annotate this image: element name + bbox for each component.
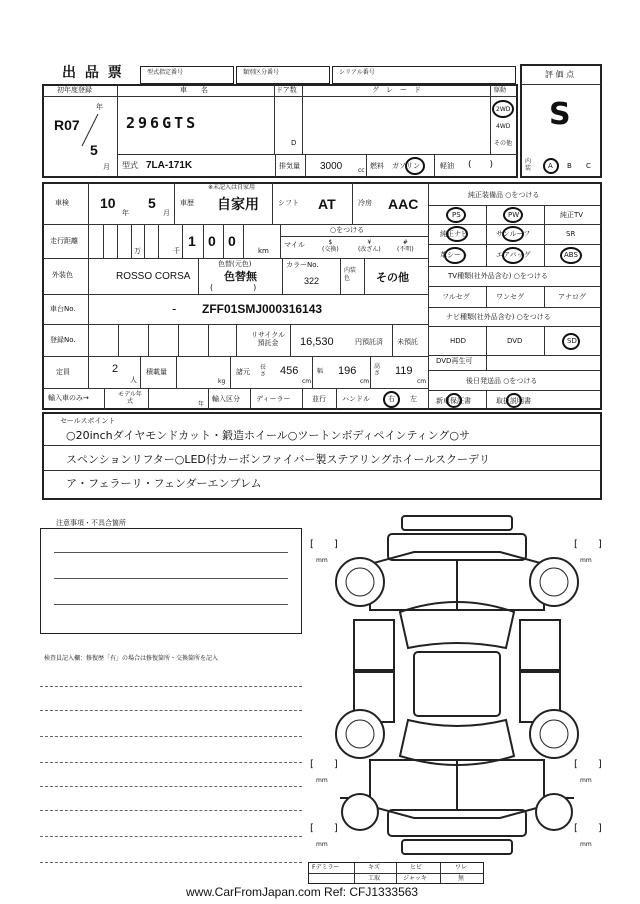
mileage-sen: 千 <box>173 247 180 255</box>
car-name-value: 296GTS <box>126 114 199 132</box>
load-label: 積載量 <box>146 368 167 376</box>
bracket-bottom-right: [ ] <box>574 759 602 770</box>
bracket-top-left: [ ] <box>310 539 338 550</box>
drive-2wd: 2WD <box>496 106 511 113</box>
usage-label: 車歴 <box>180 199 194 207</box>
model-label: 型式 <box>122 161 138 170</box>
import-label: 輸入車のみ→ <box>48 394 89 402</box>
model-value: 7LA-171K <box>146 160 193 171</box>
serial-number-label: シリアル番号 <box>339 69 375 76</box>
later-title: 後日発送品 ○をつける <box>466 377 538 385</box>
sales-line-2: スペンションリフター○LED付カーボンファイバー製ステアリングホイールスクーデリ <box>66 453 491 466</box>
navi-sd: SD <box>567 337 577 345</box>
width-unit: cm <box>360 378 370 385</box>
inspection-year-unit: 年 <box>122 209 129 217</box>
height-value: 119 <box>395 365 413 377</box>
equip-abs-circle <box>560 247 582 264</box>
vin-value: ZFF01SMJ000316143 <box>202 302 323 316</box>
tv-fullseg: フルセグ <box>442 293 470 301</box>
mileage-digit-2: 0 <box>208 233 216 249</box>
equip-pw: PW <box>508 211 520 219</box>
interior-a-circle <box>543 158 559 174</box>
ac-value: AAC <box>388 196 419 212</box>
interior-c: C <box>586 162 591 170</box>
equip-abs: ABS <box>564 251 578 259</box>
mileage-digit-3: 0 <box>228 233 236 249</box>
capacity-value: 2 <box>112 363 119 375</box>
import-kind-label: 輸入区分 <box>212 395 240 403</box>
sales-line-3: ア・フェラーリ・フェンダーエンブレム <box>66 477 262 490</box>
mileage-unit: km <box>258 247 269 255</box>
mileage-mile: マイル <box>284 241 305 249</box>
recycle-label: リサイクル預託金 <box>250 331 286 347</box>
displacement-unit: cc <box>358 167 365 174</box>
color-no-value: 322 <box>304 276 320 286</box>
recycle-value: 16,530 <box>300 336 334 348</box>
equip-leather: 革シート <box>440 251 468 259</box>
bracket-bottom-left-2: [ ] <box>310 823 338 834</box>
drive-4wd: 4WD <box>496 123 511 130</box>
doors-unit: D <box>291 139 297 147</box>
interior-label: 内装 <box>525 158 532 172</box>
color-no-label: カラーNo. <box>286 261 319 269</box>
width-value: 196 <box>338 365 357 377</box>
equip-sunroof-circle <box>502 226 524 242</box>
interior-a: A <box>548 162 553 170</box>
mm-bottom-right: mm <box>580 777 592 784</box>
mileage-man: 万 <box>134 247 141 255</box>
mileage-label: 走行距離 <box>50 237 78 245</box>
handle-right-circle <box>383 391 400 408</box>
fuel-label: 燃料 <box>370 162 384 170</box>
dimension-label: 諸元 <box>236 368 250 376</box>
later-manual-circle <box>506 393 522 408</box>
form-title: 出 品 票 <box>62 65 124 81</box>
recycle-not: 未預託 <box>397 338 418 346</box>
equip-leather-circle <box>444 247 466 264</box>
height-unit: cm <box>417 378 427 385</box>
navi-dvd: DVD <box>507 337 523 345</box>
color-change-value: 色替無 <box>224 270 257 283</box>
rating-label: 評 価 点 <box>545 70 575 79</box>
shift-label: シフト <box>278 199 299 207</box>
legend-break: ワレ <box>455 864 468 871</box>
mm-top-right: mm <box>580 557 592 564</box>
category-number-box <box>236 66 330 84</box>
bracket-bottom-left: [ ] <box>310 759 338 770</box>
fuel-circle <box>405 157 425 175</box>
type-number-box <box>140 66 234 84</box>
vin-dash: - <box>172 302 177 316</box>
reg-year-value: R07 <box>54 117 80 133</box>
legend-crack: ヒビ <box>410 864 423 871</box>
interior-color-value: その他 <box>376 271 409 284</box>
vin-label: 車台No. <box>50 305 76 313</box>
bracket-top-right: [ ] <box>574 539 602 550</box>
type-number-label: 型式指定番号 <box>147 69 184 76</box>
dvd-label: DVD再生可 <box>436 357 473 365</box>
reg-month-unit: 月 <box>103 163 110 171</box>
length-label: 長さ <box>260 364 267 378</box>
handle-label: ハンドル <box>342 395 370 403</box>
length-value: 456 <box>280 365 299 377</box>
serial-number-box <box>332 66 516 84</box>
fuel-paren: ( ) <box>468 160 494 170</box>
color-value: ROSSO CORSA <box>116 271 191 282</box>
inspector-label: 検査員記入欄：修復歴「有」の場合は修復箇所・交換箇所を記入 <box>44 655 219 662</box>
color-change-label: 色替(元色) <box>218 260 252 268</box>
genuine-title: 純正装備品 ○をつける <box>468 191 540 199</box>
recycle-deposited: 円預託済 <box>355 338 383 346</box>
mileage-mark-label: ○をつける <box>330 226 365 234</box>
caution-box <box>40 528 302 634</box>
navi-title: ナビ種類(社外品含む) ○をつける <box>446 313 551 321</box>
load-unit: kg <box>218 378 226 385</box>
length-unit: cm <box>302 378 312 385</box>
tv-oneseg: ワンセグ <box>496 293 524 301</box>
reg-slash <box>80 112 100 148</box>
mm-bottom-right-2: mm <box>580 841 592 848</box>
legend-mirror: Fデミラー <box>312 864 340 871</box>
displacement-label: 排気量 <box>279 162 300 170</box>
color-change-paren: ( ) <box>210 283 257 292</box>
later-warranty-circle <box>446 393 462 408</box>
mm-top-left: mm <box>316 557 328 564</box>
light-oil-label: 軽油 <box>440 162 454 170</box>
car-name-label: 車 名 <box>180 86 208 94</box>
mileage-unknown: # (不明) <box>397 239 414 253</box>
interior-b: B <box>567 162 572 170</box>
rating-value: S <box>549 97 571 132</box>
inspection-year: 10 <box>100 195 116 211</box>
equip-airbag: エアバッグ <box>496 251 531 259</box>
model-year-unit: 年 <box>198 401 205 408</box>
equip-pw-circle <box>503 207 523 223</box>
legend-value-3: 無 <box>458 875 465 882</box>
equip-ps: PS <box>452 211 461 219</box>
usage-value: 自家用 <box>217 197 259 213</box>
later-warranty: 新車保証書 <box>436 397 471 405</box>
sales-line-1: ○20inchダイヤモンドカット・鍛造ホイール○ツートンボディペインティング○サ <box>66 429 470 442</box>
drive-other: その他 <box>494 140 513 147</box>
mileage-digit-1: 1 <box>188 233 196 249</box>
import-dealer: ディーラー <box>256 395 291 403</box>
tv-title: TV種類(社外品含む) ○をつける <box>448 272 548 280</box>
width-label: 幅 <box>317 368 324 375</box>
equip-ps-circle <box>446 207 466 223</box>
equip-airbag-circle <box>502 247 524 264</box>
legend-scratch: キズ <box>368 864 380 871</box>
sales-points-label: セールスポイント <box>60 417 116 425</box>
drive-2wd-circle <box>492 100 514 118</box>
import-parallel: 並行 <box>312 395 326 403</box>
usage-note: ※未記入は自家用 <box>208 184 256 191</box>
equip-sunroof: サンルーフ <box>496 230 531 238</box>
ac-label: 冷房 <box>358 199 372 207</box>
displacement-value: 3000 <box>320 161 343 172</box>
equip-tv: 純正TV <box>560 211 584 219</box>
fuel-value: ガソリン <box>392 162 420 170</box>
tv-analog: アナログ <box>558 293 586 301</box>
drive-label: 駆動 <box>494 87 507 94</box>
later-manual: 取扱説明書 <box>496 397 531 405</box>
shift-value: AT <box>318 196 336 212</box>
legend-value-2: ジャッキ <box>403 875 427 882</box>
inspection-month-unit: 月 <box>163 209 170 217</box>
reg-month-value: 5 <box>90 142 98 158</box>
mileage-tampered: ¥ (改ざん) <box>358 239 381 253</box>
height-label: 高さ <box>374 363 381 377</box>
legend-value-1: 工取 <box>368 875 381 882</box>
grade-label: グ レ ー ド <box>372 86 421 94</box>
mm-bottom-left: mm <box>316 777 328 784</box>
mm-bottom-left-2: mm <box>316 841 328 848</box>
inspection-month: 5 <box>148 195 156 211</box>
reg-no-label: 登録No. <box>50 336 76 344</box>
capacity-label: 定員 <box>56 368 70 376</box>
category-number-label: 類別区分番号 <box>243 69 280 76</box>
caution-label: 注意事項・不具合箇所 <box>56 519 126 527</box>
interior-color-label: 内装色 <box>344 267 357 282</box>
equip-navi-circle <box>446 226 468 242</box>
footer-watermark: www.CarFromJapan.com Ref: CFJ1333563 <box>186 885 419 899</box>
bracket-bottom-right-2: [ ] <box>574 823 602 834</box>
doors-label: ドア数 <box>276 86 297 94</box>
mileage-exchange: $ (交換) <box>322 239 339 253</box>
equip-sr: SR <box>566 230 576 238</box>
handle-right: 右 <box>388 395 395 403</box>
first-reg-label: 初年度登録 <box>57 86 92 94</box>
color-label: 外装色 <box>52 271 73 279</box>
reg-year-unit: 年 <box>96 103 103 111</box>
handle-left: 左 <box>410 395 417 403</box>
navi-sd-circle <box>562 333 580 350</box>
navi-hdd: HDD <box>450 337 467 345</box>
model-year-label: モデル年式 <box>118 391 142 405</box>
inspection-label: 車検 <box>55 199 69 207</box>
car-body-diagram <box>330 512 584 866</box>
equip-navi: 純正ナビ <box>440 230 468 238</box>
capacity-unit: 人 <box>130 376 137 384</box>
